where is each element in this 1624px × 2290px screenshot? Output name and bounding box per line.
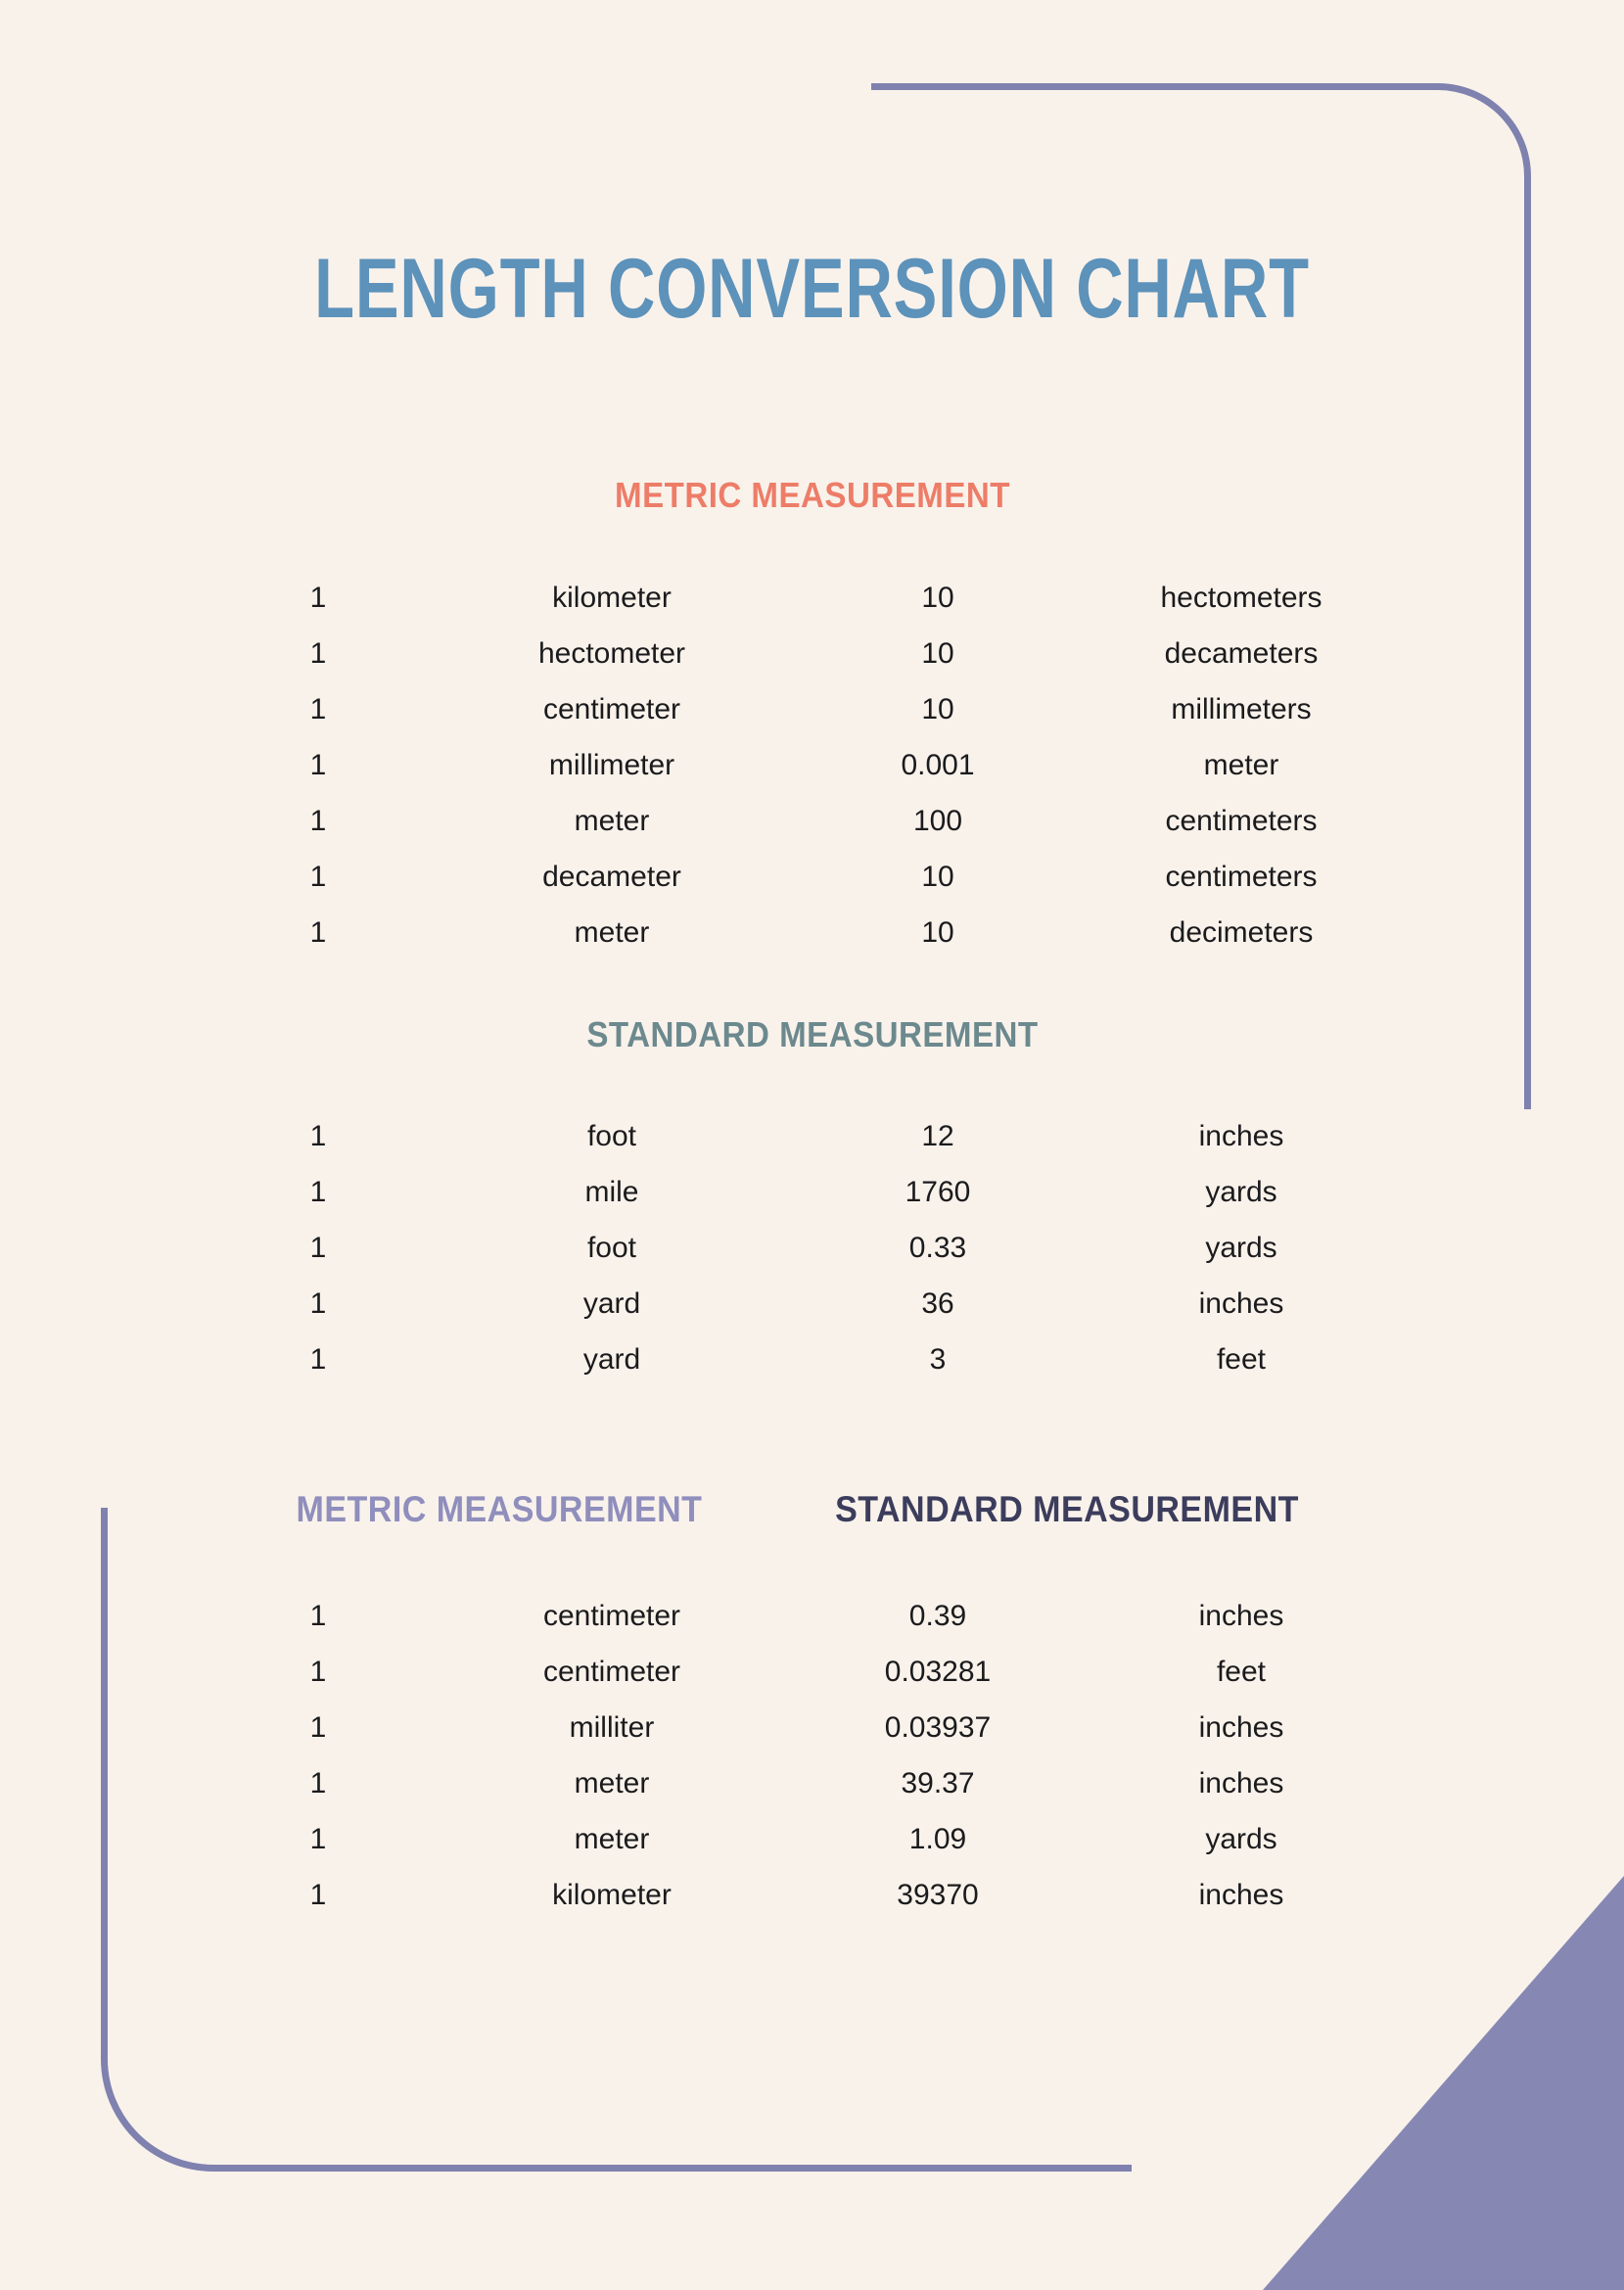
table-cell: decimeters — [1169, 915, 1314, 949]
table-row — [215, 737, 1410, 793]
table-row — [215, 1220, 1410, 1276]
table-cell: 0.03937 — [884, 1710, 992, 1744]
table-cell: centimeter — [542, 692, 681, 725]
table-row — [215, 849, 1410, 905]
metric-measurement-heading: METRIC MEASUREMENT — [615, 475, 1010, 515]
table-cell: feet — [1216, 1342, 1267, 1376]
table-cell: 0.39 — [908, 1599, 967, 1632]
table-cell: yard — [582, 1342, 641, 1376]
table-cell: 10 — [921, 915, 954, 949]
table-cell: yards — [1205, 1822, 1277, 1855]
metric-to-standard-table — [215, 1588, 1410, 1923]
table-cell: meter — [574, 1766, 650, 1799]
table-cell: 1 — [309, 748, 327, 781]
standard-column-heading: STANDARD MEASUREMENT — [835, 1489, 1299, 1529]
table-cell: 10 — [921, 692, 954, 725]
table-cell: 0.03281 — [884, 1655, 992, 1688]
table-row — [215, 1332, 1410, 1387]
table-cell: feet — [1216, 1655, 1267, 1688]
table-cell: kilometer — [552, 581, 672, 614]
table-cell: 1 — [309, 636, 327, 670]
table-row — [215, 1811, 1410, 1867]
table-cell: 1 — [309, 804, 327, 837]
table-cell: 39370 — [897, 1878, 979, 1911]
table-cell: 39.37 — [901, 1766, 975, 1799]
corner-triangle — [1263, 1876, 1624, 2290]
table-cell: 1 — [309, 1342, 327, 1376]
table-row — [215, 1700, 1410, 1755]
table-cell: 0.33 — [908, 1231, 967, 1264]
table-cell: centimeters — [1165, 804, 1318, 837]
table-cell: centimeter — [542, 1599, 681, 1632]
table-cell: 1 — [309, 1286, 327, 1320]
table-cell: inches — [1198, 1766, 1284, 1799]
standard-measurement-table — [215, 1108, 1410, 1387]
table-cell: 1.09 — [908, 1822, 967, 1855]
table-cell: yard — [582, 1286, 641, 1320]
table-cell: inches — [1198, 1286, 1284, 1320]
table-cell: yards — [1205, 1175, 1277, 1208]
metric-column-heading: METRIC MEASUREMENT — [296, 1489, 703, 1529]
table-cell: 100 — [912, 804, 963, 837]
table-cell: hectometers — [1160, 581, 1322, 614]
table-cell: 10 — [921, 581, 954, 614]
table-cell: inches — [1198, 1710, 1284, 1744]
table-cell: decameter — [542, 860, 681, 893]
table-cell: centimeters — [1165, 860, 1318, 893]
table-row — [215, 1276, 1410, 1332]
table-cell: 1 — [309, 1655, 327, 1688]
table-cell: kilometer — [552, 1878, 672, 1911]
table-cell: 1 — [309, 581, 327, 614]
table-cell: 1760 — [905, 1175, 971, 1208]
table-cell: centimeter — [542, 1655, 681, 1688]
table-cell: inches — [1198, 1599, 1284, 1632]
table-cell: 10 — [921, 860, 954, 893]
table-cell: hectometer — [537, 636, 686, 670]
table-cell: 1 — [309, 1175, 327, 1208]
table-cell: 1 — [309, 1119, 327, 1152]
table-cell: 1 — [309, 1822, 327, 1855]
table-cell: meter — [1203, 748, 1279, 781]
table-cell: 1 — [309, 1766, 327, 1799]
table-cell: millimeters — [1171, 692, 1312, 725]
table-row — [215, 626, 1410, 681]
table-cell: yards — [1205, 1231, 1277, 1264]
standard-measurement-heading: STANDARD MEASUREMENT — [586, 1014, 1039, 1054]
table-row — [215, 1108, 1410, 1164]
table-cell: inches — [1198, 1878, 1284, 1911]
table-cell: inches — [1198, 1119, 1284, 1152]
table-row — [215, 1644, 1410, 1700]
table-cell: 1 — [309, 692, 327, 725]
table-row — [215, 570, 1410, 626]
table-cell: meter — [574, 804, 650, 837]
table-cell: 1 — [309, 1710, 327, 1744]
metric-measurement-table — [215, 570, 1410, 960]
table-cell: 10 — [921, 636, 954, 670]
table-cell: foot — [586, 1231, 637, 1264]
conversion-table-headings — [215, 1489, 1410, 1530]
table-cell: meter — [574, 1822, 650, 1855]
table-cell: millimeter — [548, 748, 675, 781]
page-title: LENGTH CONVERSION CHART — [314, 242, 1310, 336]
table-cell: 1 — [309, 915, 327, 949]
table-cell: 1 — [309, 1878, 327, 1911]
table-cell: 1 — [309, 1599, 327, 1632]
table-row — [215, 793, 1410, 849]
table-row — [215, 1867, 1410, 1923]
table-cell: milliter — [569, 1710, 655, 1744]
table-cell: 1 — [309, 1231, 327, 1264]
table-cell: mile — [584, 1175, 639, 1208]
table-cell: foot — [586, 1119, 637, 1152]
table-cell: meter — [574, 915, 650, 949]
table-cell: decameters — [1164, 636, 1319, 670]
table-cell: 0.001 — [901, 748, 975, 781]
table-row — [215, 1164, 1410, 1220]
table-cell: 12 — [921, 1119, 954, 1152]
table-row — [215, 1755, 1410, 1811]
table-row — [215, 1588, 1410, 1644]
table-cell: 1 — [309, 860, 327, 893]
table-cell: 3 — [929, 1342, 947, 1376]
table-cell: 36 — [921, 1286, 954, 1320]
table-row — [215, 681, 1410, 737]
table-row — [215, 905, 1410, 960]
